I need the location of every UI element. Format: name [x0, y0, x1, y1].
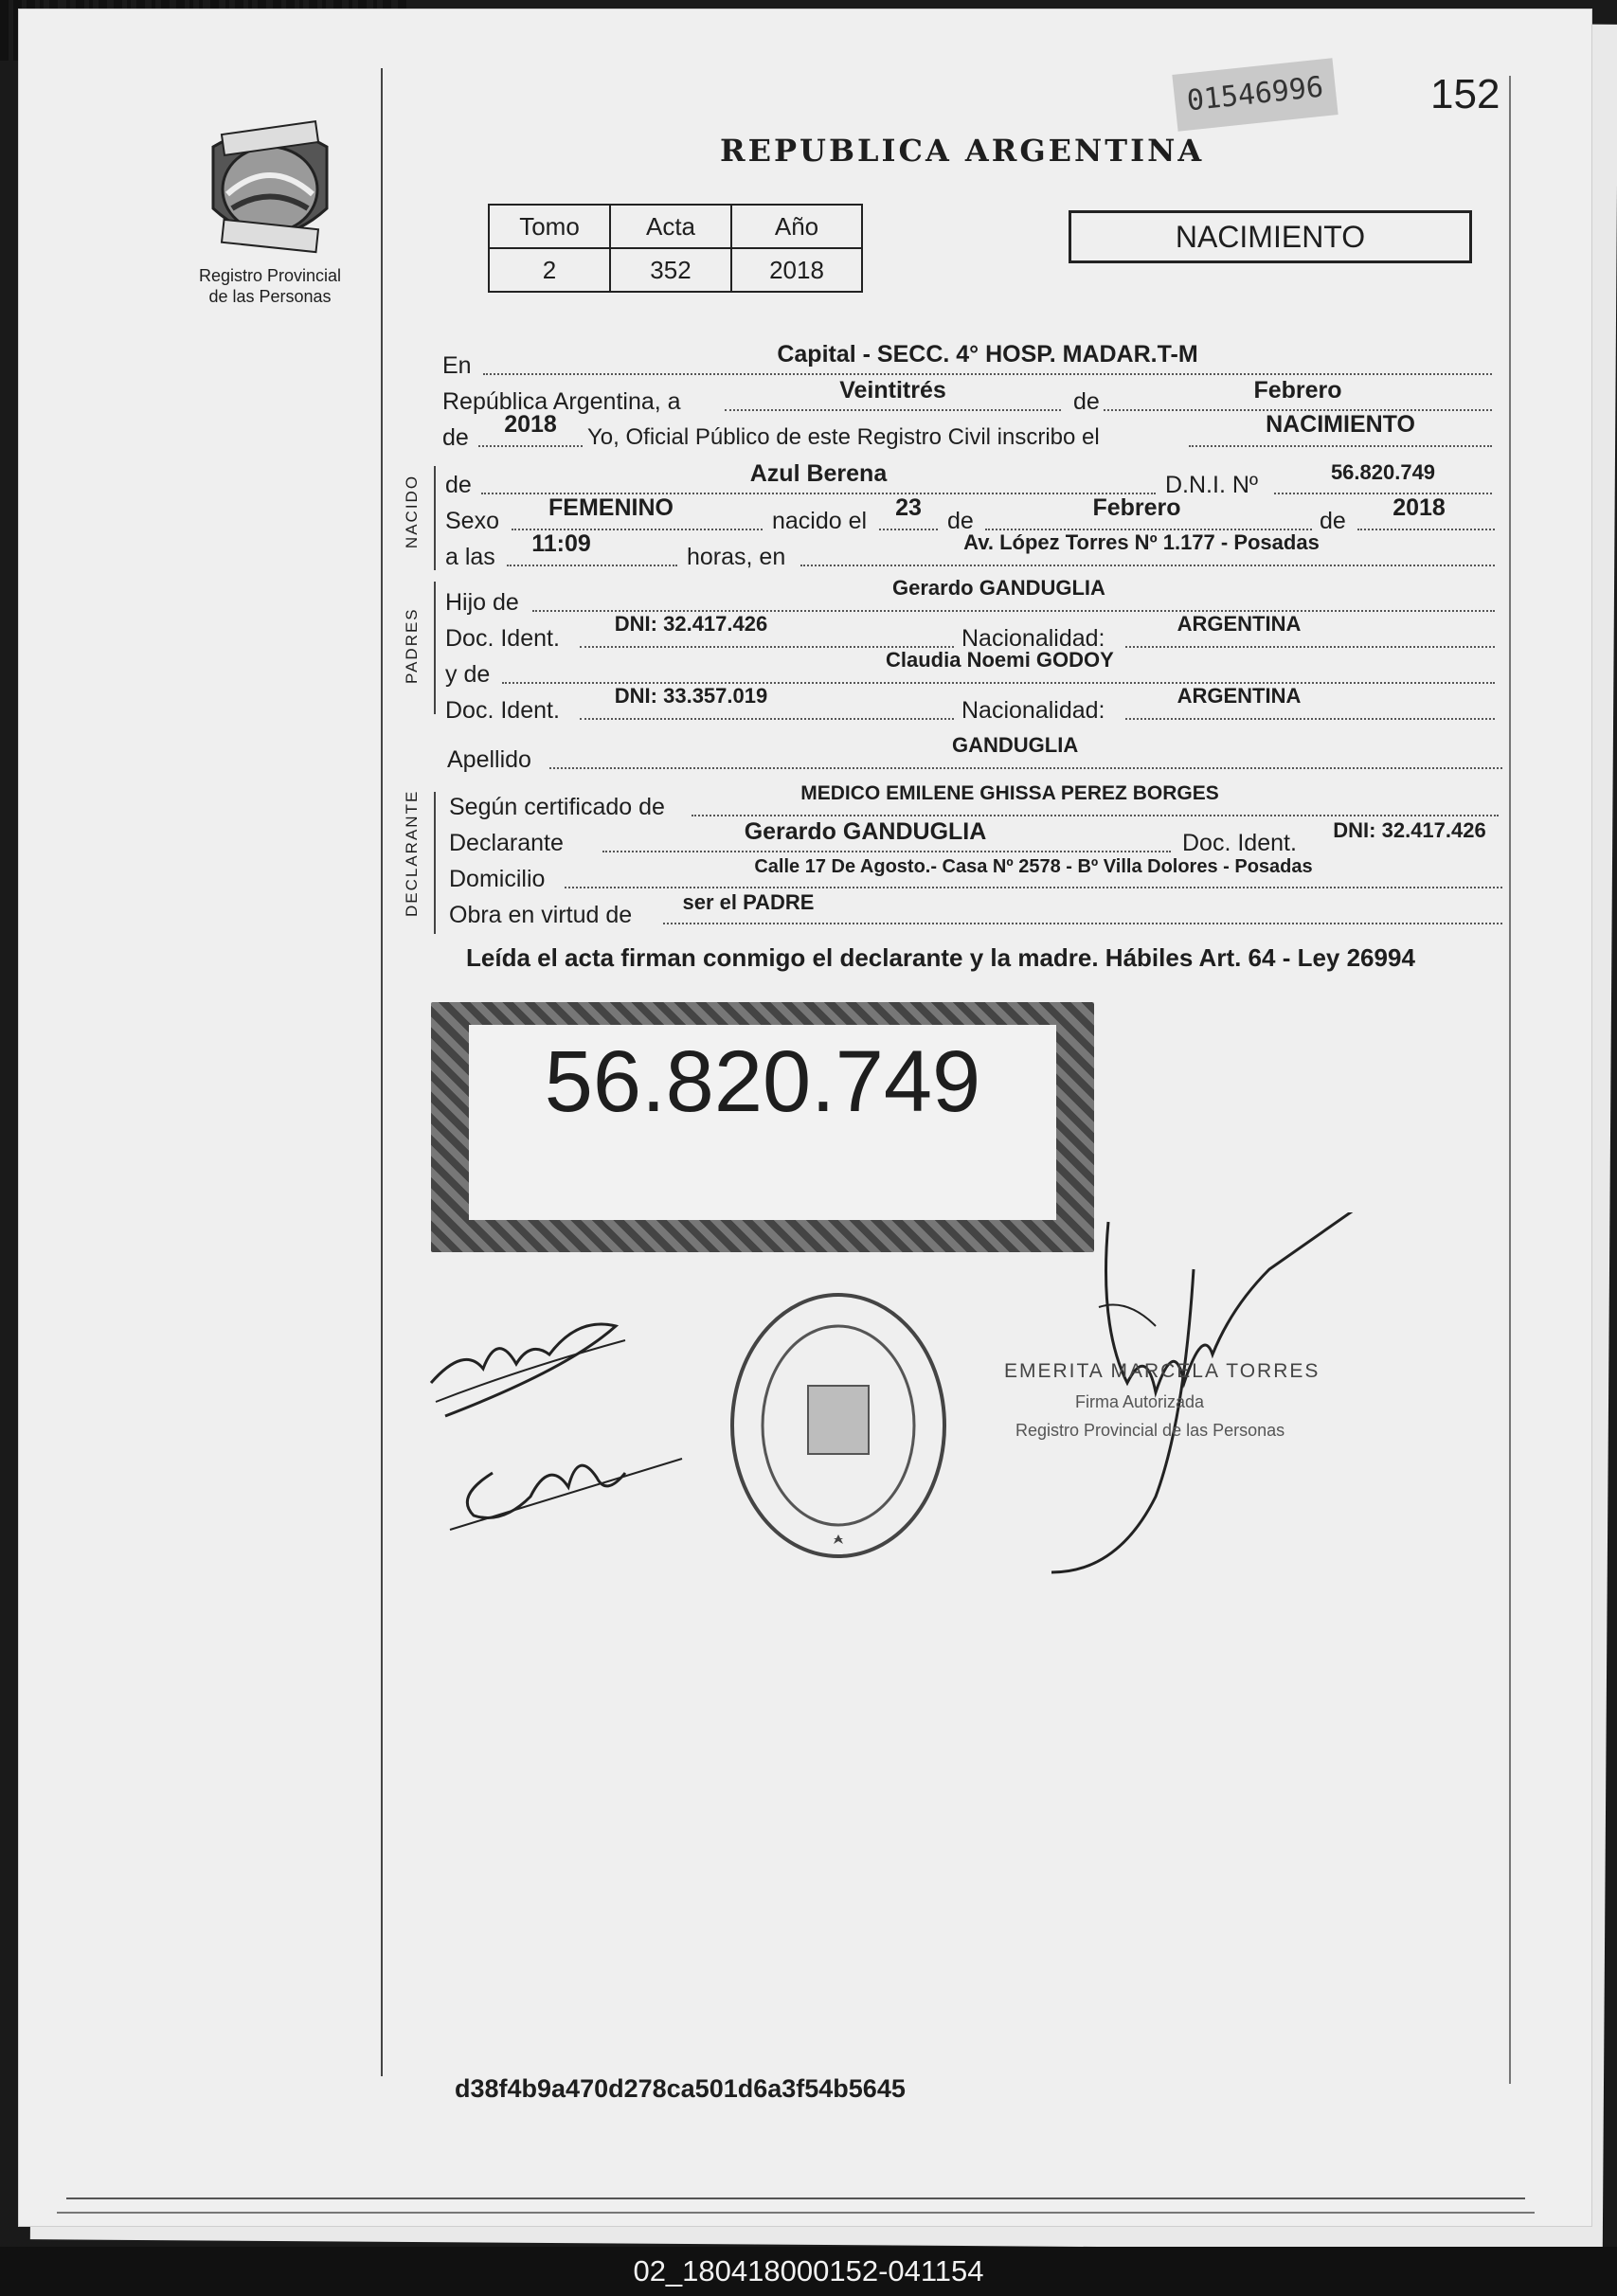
birth-year-value: 2018: [1392, 494, 1446, 521]
bottom-rule: [66, 2197, 1525, 2199]
label-sexo: Sexo: [445, 508, 499, 534]
acta-table: [488, 204, 863, 293]
father-nationality-value: ARGENTINA: [1177, 612, 1302, 636]
acta-table-header-row: [489, 205, 862, 248]
label-hijo-de: Hijo de: [445, 589, 519, 616]
section-bar-nacido: [434, 466, 436, 570]
label-de: de: [1073, 388, 1100, 415]
label-doc-ident-father: Doc. Ident.: [445, 625, 560, 652]
surname-value: GANDUGLIA: [952, 733, 1079, 757]
label-de-prefix: de: [442, 424, 469, 451]
acta-value-anio: 2018: [731, 248, 862, 292]
bottom-rule-2: [57, 2212, 1535, 2214]
label-y-de: y de: [445, 661, 491, 688]
signatory-org: Registro Provincial de las Personas: [1015, 1421, 1285, 1440]
label-horas-en: horas, en: [687, 544, 786, 570]
page-number: 152: [1430, 71, 1500, 117]
month-value: Febrero: [1253, 377, 1342, 404]
certificate-by-value: MEDICO EMILENE GHISSA PEREZ BORGES: [800, 782, 1219, 804]
country-title: REPUBLICA ARGENTINA: [720, 133, 1205, 169]
label-nacido-el: nacido el: [772, 508, 868, 534]
father-doc-value: DNI: 32.417.426: [614, 612, 768, 636]
right-margin-rule: [1509, 76, 1511, 2084]
acta-table-value-row: [489, 248, 862, 292]
label-nacionalidad-father: Nacionalidad:: [961, 625, 1105, 652]
name-value: Azul Berena: [749, 460, 888, 487]
dni-value: 56.820.749: [1330, 460, 1436, 484]
side-label-nacido: NACIDO: [403, 474, 421, 549]
left-margin-rule: [381, 68, 383, 2076]
registry-name-line2: de las Personas: [208, 287, 332, 306]
declarant-value: Gerardo GANDUGLIA: [744, 818, 987, 845]
mother-name-value: Claudia Noemi GODOY: [886, 648, 1114, 672]
label-republica: República Argentina, a: [442, 388, 681, 415]
province-crest-emblem: [194, 118, 346, 260]
label-obra-en-virtud: Obra en virtud de: [449, 902, 633, 928]
record-type-box: NACIMIENTO: [1069, 210, 1472, 263]
dni-label-number: 56.820.749: [544, 1033, 981, 1130]
father-name-value: Gerardo GANDUGLIA: [892, 576, 1105, 600]
day-words-value: Veintitrés: [839, 377, 946, 404]
serial-stamp: 01546996: [1172, 58, 1338, 131]
acta-value-acta: 352: [610, 248, 731, 292]
acta-value-tomo: 2: [489, 248, 610, 292]
acta-header-anio: Año: [731, 205, 862, 248]
label-segun-certificado: Según certificado de: [449, 794, 665, 820]
birth-place-value: Av. López Torres Nº 1.177 - Posadas: [963, 530, 1320, 554]
year-value: 2018: [504, 411, 557, 438]
declarant-signature: [426, 1312, 635, 1426]
label-yo-oficial: Yo, Oficial Público de este Registro Civil inscribo el: [587, 424, 1100, 450]
label-de-mes: de: [947, 508, 974, 534]
section-bar-padres: [434, 582, 436, 714]
acta-header-tomo: Tomo: [489, 205, 610, 248]
place-value: Capital - SECC. 4° HOSP. MADAR.T-M: [777, 341, 1198, 368]
registry-name-line1: Registro Provincial: [198, 266, 342, 285]
sex-value: FEMENINO: [548, 494, 674, 521]
label-domicilio: Domicilio: [449, 866, 546, 892]
label-apellido: Apellido: [447, 746, 531, 773]
label-de-nombre: de: [445, 472, 472, 498]
signatory-name: EMERITA MARCELA TORRES: [1004, 1360, 1321, 1382]
birth-time-value: 11:09: [531, 530, 591, 557]
label-a-las: a las: [445, 544, 495, 570]
signatory-role: Firma Autorizada: [1075, 1392, 1205, 1411]
label-de-anio: de: [1320, 508, 1346, 534]
birth-day-value: 23: [895, 494, 922, 521]
acta-header-acta: Acta: [610, 205, 731, 248]
label-nacionalidad-mother: Nacionalidad:: [961, 697, 1105, 724]
reading-note: Leída el acta firman conmigo el declarante y la madre. Hábiles Art. 64 - Ley 26994: [466, 943, 1415, 972]
label-declarante: Declarante: [449, 830, 564, 856]
label-doc-ident-declarant: Doc. Ident.: [1182, 830, 1297, 856]
side-label-padres: PADRES: [403, 607, 421, 684]
birth-month-value: Febrero: [1092, 494, 1181, 521]
document-hash: d38f4b9a470d278ca501d6a3f54b5645: [455, 2074, 906, 2103]
label-en: En: [442, 352, 472, 379]
mother-signature: [445, 1430, 692, 1544]
section-bar-declarante: [434, 792, 436, 934]
label-doc-ident-mother: Doc. Ident.: [445, 697, 560, 724]
declarant-doc-value: DNI: 32.417.426: [1333, 818, 1486, 842]
address-value: Calle 17 De Agosto.- Casa Nº 2578 - Bº Villa Dolores - Posadas: [754, 856, 1313, 877]
label-dni-nro: D.N.I. Nº: [1165, 472, 1259, 498]
registry-seal-stamp: [725, 1283, 952, 1568]
mother-doc-value: DNI: 33.357.019: [614, 684, 768, 708]
file-identifier: 02_180418000152-041154: [633, 2254, 984, 2287]
mother-nationality-value: ARGENTINA: [1177, 684, 1302, 708]
by-virtue-value: ser el PADRE: [682, 890, 815, 914]
side-label-declarante: DECLARANTE: [403, 789, 421, 917]
act-type-value: NACIMIENTO: [1266, 411, 1415, 438]
registry-name: [180, 265, 360, 307]
